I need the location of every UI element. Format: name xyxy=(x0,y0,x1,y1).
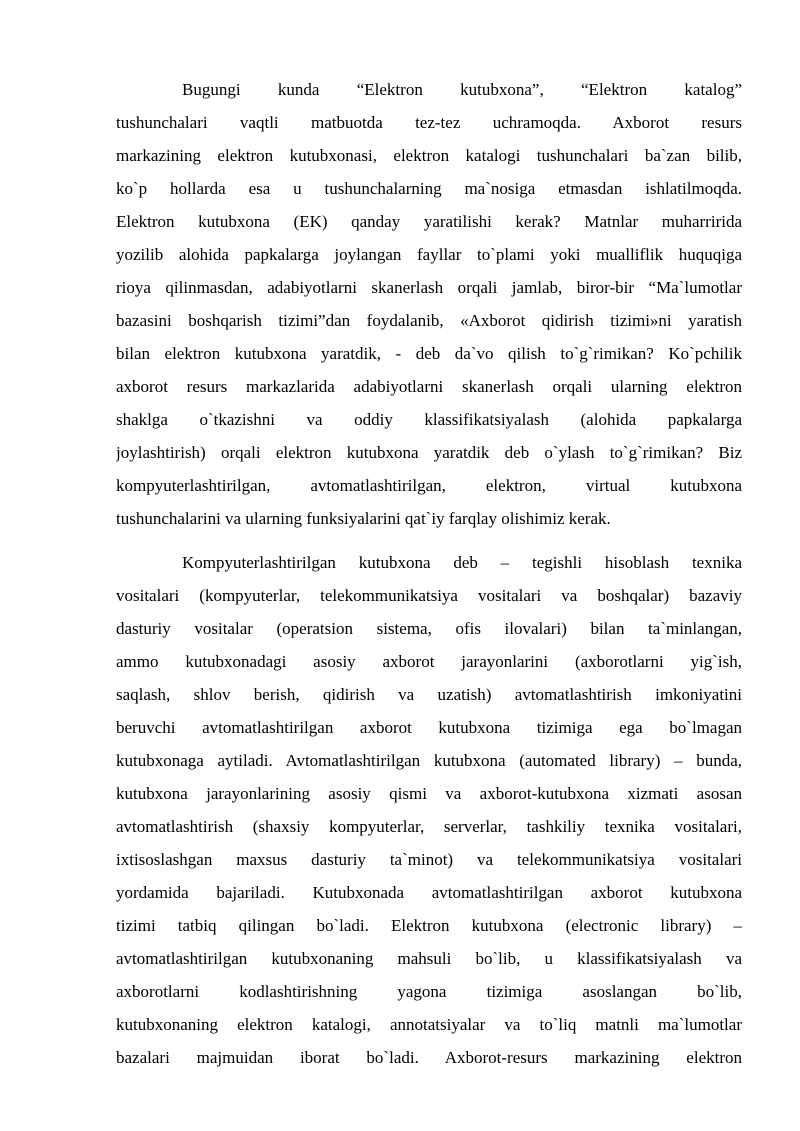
text-line: axborotlarni kodlashtirishning yagona tizimiga asoslangan bo`lib, xyxy=(116,982,742,1001)
text-line: markazining elektron kutubxonasi, elektron katalogi tushunchalari ba`zan bilib, xyxy=(116,146,742,165)
text-line: ixtisoslashgan maxsus dasturiy ta`minot) va telekommunikatsiya vositalari xyxy=(116,850,742,869)
text-line: dasturiy vositalar (operatsion sistema, ofis ilovalari) bilan ta`minlangan, xyxy=(116,619,742,638)
text-line: shaklga o`tkazishni va oddiy klassifikatsiyalash (alohida papkalarga xyxy=(116,410,742,429)
text-line: ko`p hollarda esa u tushunchalarning ma`nosiga etmasdan ishlatilmoqda. xyxy=(116,179,742,198)
text-line: avtomatlashtirish (shaxsiy kompyuterlar, serverlar, tashkiliy texnika vositalari, xyxy=(116,817,742,836)
text-line: tushunchalarini va ularning funksiyalarini qat`iy farqlay olishimiz kerak. xyxy=(116,509,611,528)
text-line: Kompyuterlashtirilgan kutubxona deb – tegishli hisoblash texnika xyxy=(182,553,742,572)
text-line: bazalari majmuidan iborat bo`ladi. Axborot-resurs markazining elektron xyxy=(116,1048,742,1067)
text-line: ammo kutubxonadagi asosiy axborot jarayonlarini (axborotlarni yig`ish, xyxy=(116,652,742,671)
text-line: beruvchi avtomatlashtirilgan axborot kutubxona tizimiga ega bo`lmagan xyxy=(116,718,742,737)
text-line: joylashtirish) orqali elektron kutubxona yaratdik deb o`ylash to`g`rimikan? Biz xyxy=(116,443,742,462)
text-line: yozilib alohida papkalarga joylangan fayllar to`plami yoki mualliflik huquqiga xyxy=(116,245,742,264)
text-line: rioya qilinmasdan, adabiyotlarni skanerlash orqali jamlab, biror-bir “Ma`lumotlar xyxy=(116,278,742,297)
text-line: kutubxonaning elektron katalogi, annotatsiyalar va to`liq matnli ma`lumotlar xyxy=(116,1015,742,1034)
text-line: yordamida bajariladi. Kutubxonada avtomatlashtirilgan axborot kutubxona xyxy=(116,883,742,902)
text-line: tizimi tatbiq qilingan bo`ladi. Elektron kutubxona (electronic library) – xyxy=(116,916,742,935)
text-line: kompyuterlashtirilgan, avtomatlashtirilgan, elektron, virtual kutubxona xyxy=(116,476,742,495)
text-line: axborot resurs markazlarida adabiyotlarni skanerlash orqali ularning elektron xyxy=(116,377,742,396)
text-line: tushunchalari vaqtli matbuotda tez-tez uchramoqda. Axborot resurs xyxy=(116,113,742,132)
text-line: Elektron kutubxona (EK) qanday yaratilishi kerak? Matnlar muharririda xyxy=(116,212,742,231)
text-line: kutubxona jarayonlarining asosiy qismi va axborot-kutubxona xizmati asosan xyxy=(116,784,742,803)
text-line: avtomatlashtirilgan kutubxonaning mahsuli bo`lib, u klassifikatsiyalash va xyxy=(116,949,742,968)
text-line: Bugungi kunda “Elektron kutubxona”, “Elektron katalog” xyxy=(182,80,742,99)
paragraph-1 xyxy=(116,73,742,535)
text-line: bilan elektron kutubxona yaratdik, - deb da`vo qilish to`g`rimikan? Ko`pchilik xyxy=(116,344,742,363)
text-line: saqlash, shlov berish, qidirish va uzatish) avtomatlashtirish imkoniyatini xyxy=(116,685,742,704)
text-line: bazasini boshqarish tizimi”dan foydalanib, «Axborot qidirish tizimi»ni yaratish xyxy=(116,311,742,330)
paragraph-spacer xyxy=(116,535,742,546)
paragraph-2 xyxy=(116,546,742,1074)
text-line: vositalari (kompyuterlar, telekommunikatsiya vositalari va boshqalar) bazaviy xyxy=(116,586,742,605)
document-body xyxy=(116,73,742,1074)
text-line: kutubxonaga aytiladi. Avtomatlashtirilgan kutubxona (automated library) – bunda, xyxy=(116,751,742,770)
